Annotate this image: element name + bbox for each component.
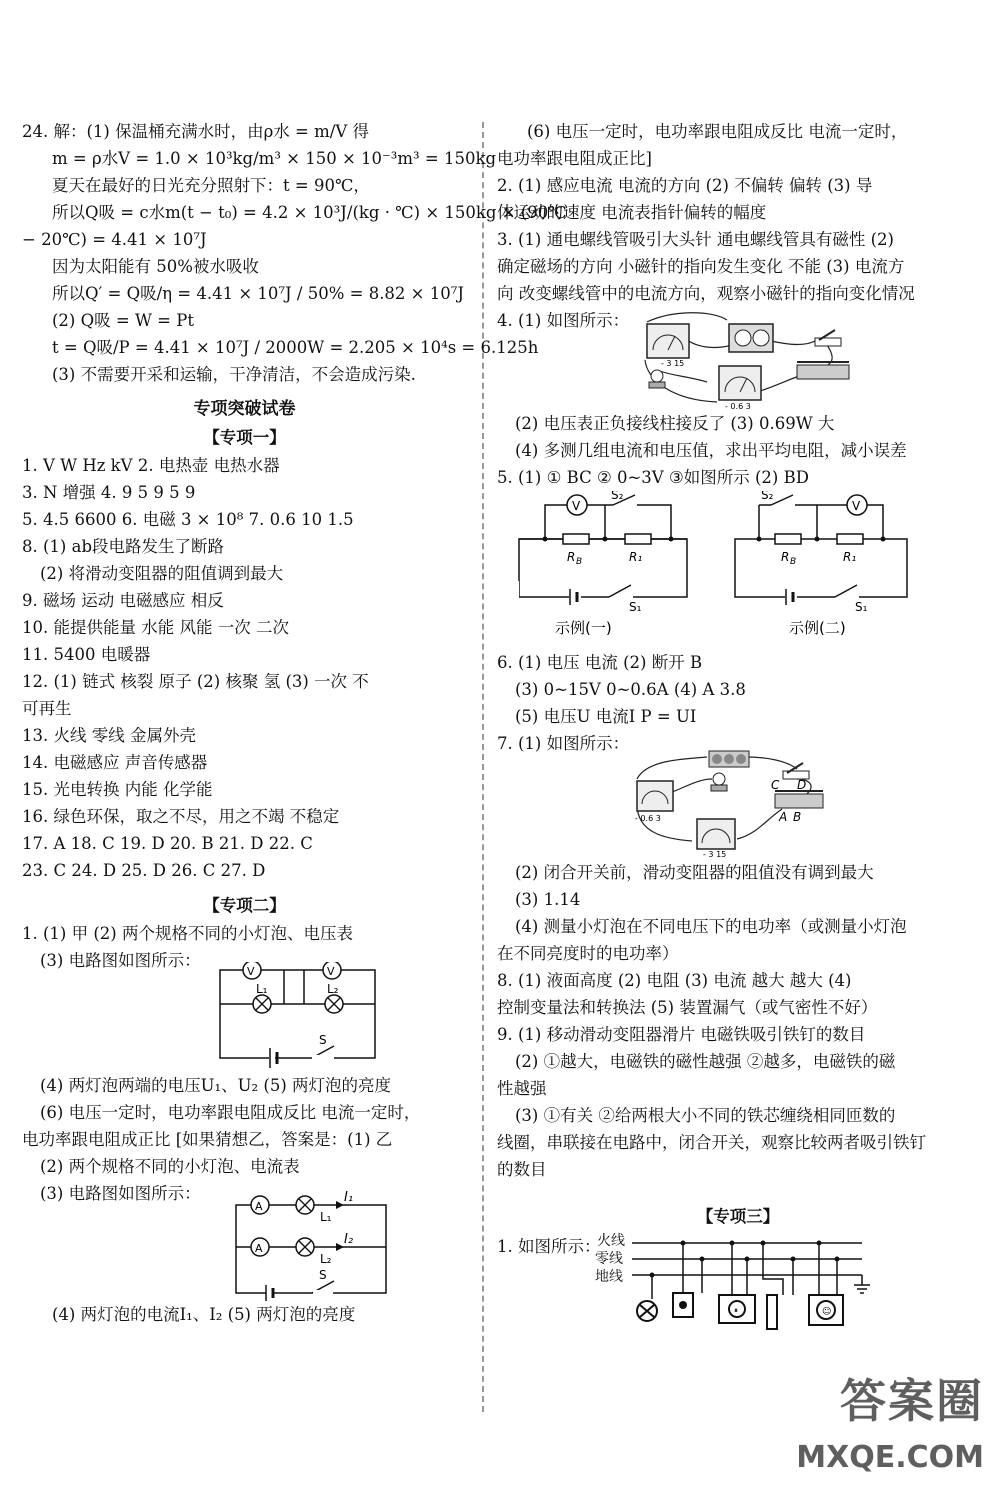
answer-line: 1. 如图所示：	[497, 1237, 601, 1256]
answer-line: 6. (1) 电压 电流 (2) 断开 B	[497, 653, 703, 672]
answer-line: 9. 磁场 运动 电磁感应 相反	[22, 591, 224, 610]
answer-line: 11. 5400 电暖器	[22, 645, 151, 664]
answer-line: 4. (1) 如图所示：	[497, 311, 630, 330]
section-title: 专项突破试卷	[193, 399, 296, 419]
answer-line: 7. (1) 如图所示：	[497, 734, 630, 753]
resistor-label: B	[576, 557, 583, 567]
terminal-label: - 0.6 3	[725, 402, 751, 410]
answer-line: (2) 电压表正负接线柱接反了 (3) 0.69W 大	[515, 414, 835, 433]
example-1-caption: 示例(一)	[555, 619, 612, 637]
household-wiring-figure	[497, 1233, 979, 1353]
answer-line: (2) 将滑动变阻器的阻值调到最大	[40, 564, 284, 583]
voltmeter-v-label: V	[327, 965, 335, 978]
column-divider	[482, 122, 484, 1412]
answer-line: 12. (1) 链式 核裂 原子 (2) 核聚 氢 (3) 一次 不	[22, 672, 369, 691]
terminal-label: - 3 15	[661, 359, 685, 368]
current-label: I₁	[344, 1191, 354, 1205]
answer-line: 控制变量法和转换法 (5) 装置漏气（或气密性不好）	[497, 998, 878, 1017]
q24-line: m = ρ水V = 1.0 × 10³kg/m³ × 150 × 10⁻³m³ = 150kg	[52, 149, 497, 168]
answer-line: 2. (1) 感应电流 电流的方向 (2) 不偏转 偏转 (3) 导	[497, 176, 873, 195]
answer-line: 5. 4.5 6600 6. 电磁 3 × 10⁸ 7. 0.6 10 1.5	[22, 510, 354, 529]
q24-line: (3) 不需要开采和运输，干净清洁，不会造成污染.	[52, 365, 416, 384]
switch-label: S	[319, 1033, 327, 1047]
answer-line: 1. (1) 甲 (2) 两个规格不同的小灯泡、电压表	[22, 924, 353, 943]
answer-line: 23. C 24. D 25. D 26. C 27. D	[22, 861, 266, 880]
q7-physical-circuit-figure	[497, 749, 979, 859]
answer-line: 1. V W Hz kV 2. 电热壶 电热水器	[22, 456, 280, 475]
answer-line: 线圈，串联接在电路中，闭合开关，观察比较两者吸引铁钉	[497, 1133, 926, 1152]
switch-label: S₂	[611, 491, 624, 502]
lamp-label: L₂	[327, 982, 339, 996]
resistor-label: R	[567, 550, 576, 564]
answer-line: 14. 电磁感应 声音传感器	[22, 753, 208, 772]
answer-line: 电功率跟电阻成正比 [如果猜想乙，答案是：(1) 乙	[22, 1130, 393, 1149]
live-wire-label: 火线	[597, 1233, 625, 1249]
answer-line: (3) 电路图如图所示：	[40, 951, 201, 970]
switch-label: S₁	[629, 600, 642, 614]
q24-line: t = Q吸/P = 4.41 × 10⁷J / 2000W = 2.205 × 10⁴s = 6.125h	[52, 338, 539, 357]
switch-label: S₂	[761, 491, 774, 502]
answer-line: 10. 能提供能量 水能 风能 一次 二次	[22, 618, 289, 637]
section-heading-1: 【专项一】	[203, 428, 286, 447]
ammeter-circuit-diagram	[22, 1191, 467, 1301]
switch-label: S	[319, 1268, 327, 1282]
terminal-c-label: C	[771, 778, 780, 792]
terminal-d-label: D	[797, 778, 807, 792]
answer-line: 在不同亮度时的电功率）	[497, 944, 679, 963]
terminal-label: - 0.6 3	[635, 814, 661, 823]
terminal-b-label: B	[793, 810, 802, 824]
neutral-wire-label: 零线	[595, 1251, 623, 1267]
resistor-label: B	[790, 557, 797, 567]
current-label: I₂	[344, 1232, 354, 1247]
answer-line: (4) 多测几组电流和电压值，求出平均电阻，减小误差	[515, 441, 907, 460]
ammeter-a-label: A	[255, 1200, 263, 1213]
voltmeter-v-label: V	[572, 499, 581, 513]
answer-line: 体运动的速度 电流表指针偏转的幅度	[497, 203, 767, 222]
voltmeter-circuit-diagram	[22, 962, 467, 1072]
watermark-text: 答案圈	[840, 1374, 984, 1428]
wiring-diagram	[497, 1233, 979, 1353]
socket-icon: ☺	[822, 1307, 832, 1317]
q24-line: − 20℃) = 4.41 × 10⁷J	[22, 230, 207, 249]
answer-line: (5) 电压U 电流I P = UI	[515, 707, 697, 726]
answer-line: (6) 电压一定时，电功率跟电阻成反比 电流一定时，	[40, 1103, 421, 1122]
terminal-a-label: A	[779, 810, 788, 824]
q24-line: 24. 解：(1) 保温桶充满水时，由ρ水 = m/V 得	[22, 122, 369, 141]
answer-line: 3. N 增强 4. 9 5 9 5 9	[22, 483, 196, 502]
q24-line: (2) Q吸 = W = Pt	[52, 311, 194, 330]
ground-wire-label: 地线	[595, 1269, 623, 1285]
voltmeter-v-label: V	[247, 965, 255, 978]
ammeter-a-label: A	[255, 1242, 263, 1255]
q5-circuit-examples	[497, 491, 979, 641]
answer-line: (4) 两灯泡两端的电压U₁、U₂ (5) 两灯泡的亮度	[40, 1076, 392, 1095]
answer-line: 可再生	[22, 699, 72, 718]
answer-line: 9. (1) 移动滑动变阻器滑片 电磁铁吸引铁钉的数目	[497, 1025, 866, 1044]
lamp-label: L₁	[256, 982, 268, 996]
answer-line: 的数目	[497, 1160, 547, 1179]
answer-line: 确定磁场的方向 小磁针的指向发生变化 不能 (3) 电流方	[497, 257, 905, 276]
voltmeter-v-label: V	[852, 499, 861, 513]
answer-line: (4) 两灯泡的电流I₁、I₂ (5) 两灯泡的亮度	[52, 1305, 356, 1324]
q24-line: 所以Q吸 = c水m(t − t₀) = 4.2 × 10³J/(kg · ℃) × 150kg × (90℃	[52, 203, 567, 222]
answer-line: 5. (1) ① BC ② 0~3V ③如图所示 (2) BD	[497, 468, 809, 487]
answer-line: 17. A 18. C 19. D 20. B 21. D 22. C	[22, 834, 313, 853]
q24-line: 因为太阳能有 50%被水吸收	[52, 257, 259, 276]
answer-line: (4) 测量小灯泡在不同电压下的电功率（或测量小灯泡	[515, 917, 907, 936]
watermark-url: MXQE.COM	[796, 1440, 984, 1475]
answer-line: 13. 火线 零线 金属外壳	[22, 726, 196, 745]
right-column	[497, 118, 979, 1353]
answer-line: (3) 0~15V 0~0.6A (4) A 3.8	[515, 680, 746, 699]
resistor-label: R₁	[843, 550, 857, 564]
example-2-caption: 示例(二)	[789, 619, 846, 637]
answer-line: 8. (1) ab段电路发生了断路	[22, 537, 225, 556]
q24-line: 夏天在最好的日光充分照射下：t = 90℃，	[52, 176, 370, 195]
answer-line: (2) 两个规格不同的小灯泡、电流表	[40, 1157, 300, 1176]
terminal-label: - 3 15	[703, 850, 727, 859]
section-heading-3: 【专项三】	[696, 1207, 780, 1226]
answer-line: 电功率跟电阻成正比]	[497, 149, 652, 168]
resistor-label: R₁	[629, 550, 643, 564]
switch-label: S₁	[855, 600, 868, 614]
answer-line: (6) 电压一定时，电功率跟电阻成反比 电流一定时，	[527, 122, 908, 141]
answer-line: 向 改变螺线管中的电流方向，观察小磁针的指向变化情况	[497, 284, 915, 303]
q24-line: 所以Q′ = Q吸/η = 4.41 × 10⁷J / 50% = 8.82 × 10⁷J	[52, 284, 464, 303]
lamp-label: L₂	[320, 1252, 332, 1266]
answer-line: (3) 1.14	[515, 890, 581, 909]
resistor-label: R	[781, 550, 790, 564]
answer-line: (3) ①有关 ②给两根大小不同的铁芯缠绕相同匝数的	[515, 1106, 896, 1125]
socket-icon: ⏸	[734, 1306, 738, 1315]
answer-line: 8. (1) 液面高度 (2) 电阻 (3) 电流 越大 越大 (4)	[497, 971, 852, 990]
answer-line: 3. (1) 通电螺线管吸引大头针 通电螺线管具有磁性 (2)	[497, 230, 894, 249]
answer-line: 性越强	[497, 1079, 547, 1098]
section-heading-2: 【专项二】	[203, 896, 286, 915]
answer-line: (2) 闭合开关前，滑动变阻器的阻值没有调到最大	[515, 863, 874, 882]
answer-line: 15. 光电转换 内能 化学能	[22, 780, 213, 799]
answer-line: 16. 绿色环保，取之不尽，用之不竭 不稳定	[22, 807, 340, 826]
answer-line: (3) 电路图如图所示：	[40, 1184, 201, 1203]
answer-line: (2) ①越大，电磁铁的磁性越强 ②越多，电磁铁的磁	[515, 1052, 896, 1071]
lamp-label: L₁	[320, 1210, 332, 1224]
watermark-logo	[784, 1365, 984, 1475]
